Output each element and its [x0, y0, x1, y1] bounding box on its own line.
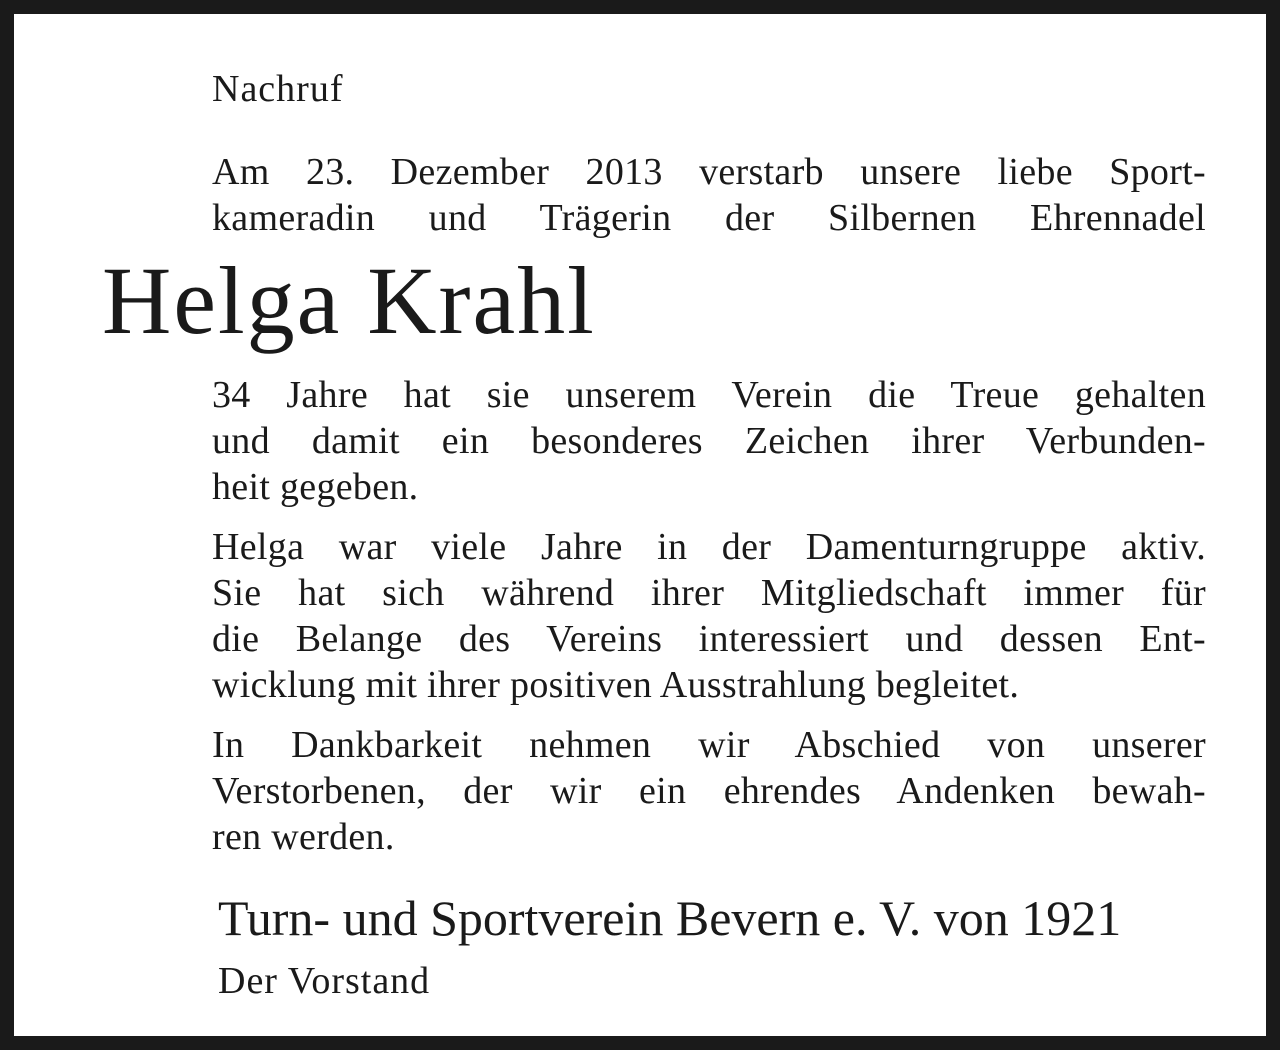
paragraph-line: ren werden. [212, 816, 395, 858]
board-signature: Der Vorstand [218, 960, 431, 1002]
paragraph-line: und damit ein besonderes Zeichen ihrer Verbunden- [212, 420, 1206, 462]
paragraph-line: 34 Jahre hat sie unserem Verein die Treue gehalten [212, 374, 1206, 416]
paragraph-activity [212, 524, 1206, 708]
paragraph-line: In Dankbarkeit nehmen wir Abschied von unserer [212, 724, 1206, 766]
deceased-name: Helga Krahl [102, 247, 596, 354]
paragraph-loyalty [212, 372, 1206, 510]
intro-text [212, 149, 1206, 241]
intro-line: Am 23. Dezember 2013 verstarb unsere liebe Sport- [212, 151, 1206, 193]
paragraph-line: Sie hat sich während ihrer Mitgliedschaft immer für [212, 572, 1206, 614]
paragraph-line: wicklung mit ihrer positiven Ausstrahlung begleitet. [212, 664, 1020, 706]
intro-line: kameradin und Trägerin der Silbernen Ehrennadel [212, 197, 1206, 239]
paragraph-line: Verstorbenen, der wir ein ehrendes Andenken bewah- [212, 770, 1206, 812]
paragraph-line: die Belange des Vereins interessiert und dessen Ent- [212, 618, 1206, 660]
obituary-heading: Nachruf [212, 68, 344, 110]
club-signature: Turn- und Sportverein Bevern e. V. von 1921 [218, 890, 1122, 946]
paragraph-line: heit gegeben. [212, 466, 419, 508]
paragraph-line: Helga war viele Jahre in der Damenturngruppe aktiv. [212, 526, 1206, 568]
paragraph-farewell [212, 722, 1206, 860]
